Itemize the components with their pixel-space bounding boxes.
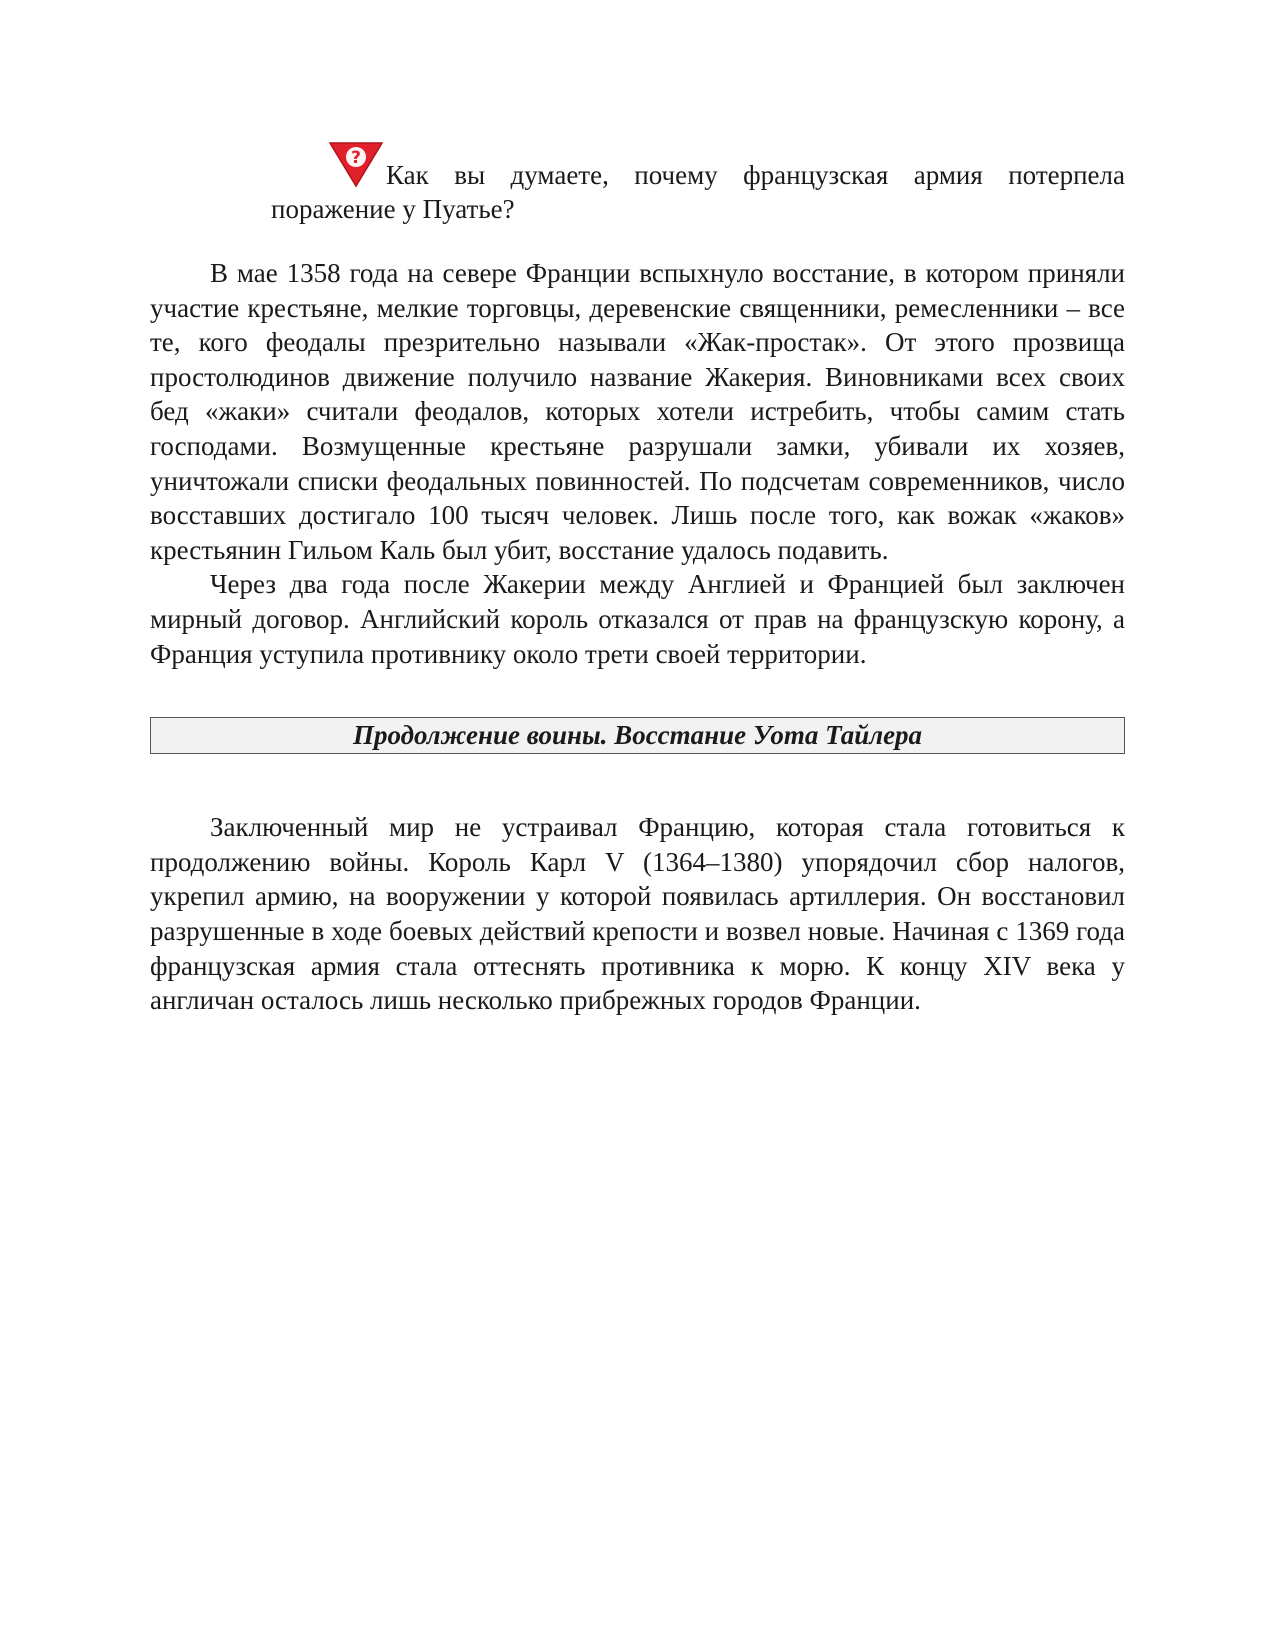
question-text: Как вы думаете, почему французская армия потерпела поражение у Пуатье?: [271, 160, 1125, 224]
document-page: [150, 140, 1125, 1018]
question-block: [271, 140, 1125, 226]
section-heading: Продолжение воины. Восстание Уота Тайлера: [150, 717, 1125, 754]
paragraph-war-continuation: Заключенный мир не устраивал Францию, которая стала готовиться к продолжению войны. Король Карл V (1364–1380) упорядочил сбор налогов, укрепил армию, на вооружении у которой появилась артиллерия. Он восстановил разрушенные в ходе боевых действий крепости и возвел новые. Начиная с 1369 года французская армия стала оттеснять противника к морю. К концу XIV века у англичан осталось лишь несколько прибрежных городов Франции.: [150, 812, 1125, 1016]
paragraph-peace-treaty: Через два года после Жакерии между Англией и Францией был заключен мирный договор. Английский король отказался от прав на французскую корону, а Франция уступила противнику около трети своей территории.: [150, 569, 1125, 669]
svg-text:?: ?: [351, 148, 361, 168]
paragraph-jacquerie: В мае 1358 года на севере Франции вспыхнуло восстание, в котором приняли участие крестьяне, мелкие торговцы, деревенские священники, ремесленники – все те, кого феодалы презрительно называли «Жак-простак». От этого прозвища простолюдинов движение получило название Жакерия. Виновниками всех своих бед «жаки» считали феодалов, которых хотели истребить, чтобы самим стать господами. Возмущенные крестьяне разрушали замки, убивали их хозяев, уничтожали списки феодальных повинностей. По подсчетам современников, число восставших достигало 100 тысяч человек. Лишь после того, как вожак «жаков» крестьянин Гильом Каль был убит, восстание удалось подавить.: [150, 258, 1125, 565]
question-mark-triangle-icon: [328, 140, 384, 188]
